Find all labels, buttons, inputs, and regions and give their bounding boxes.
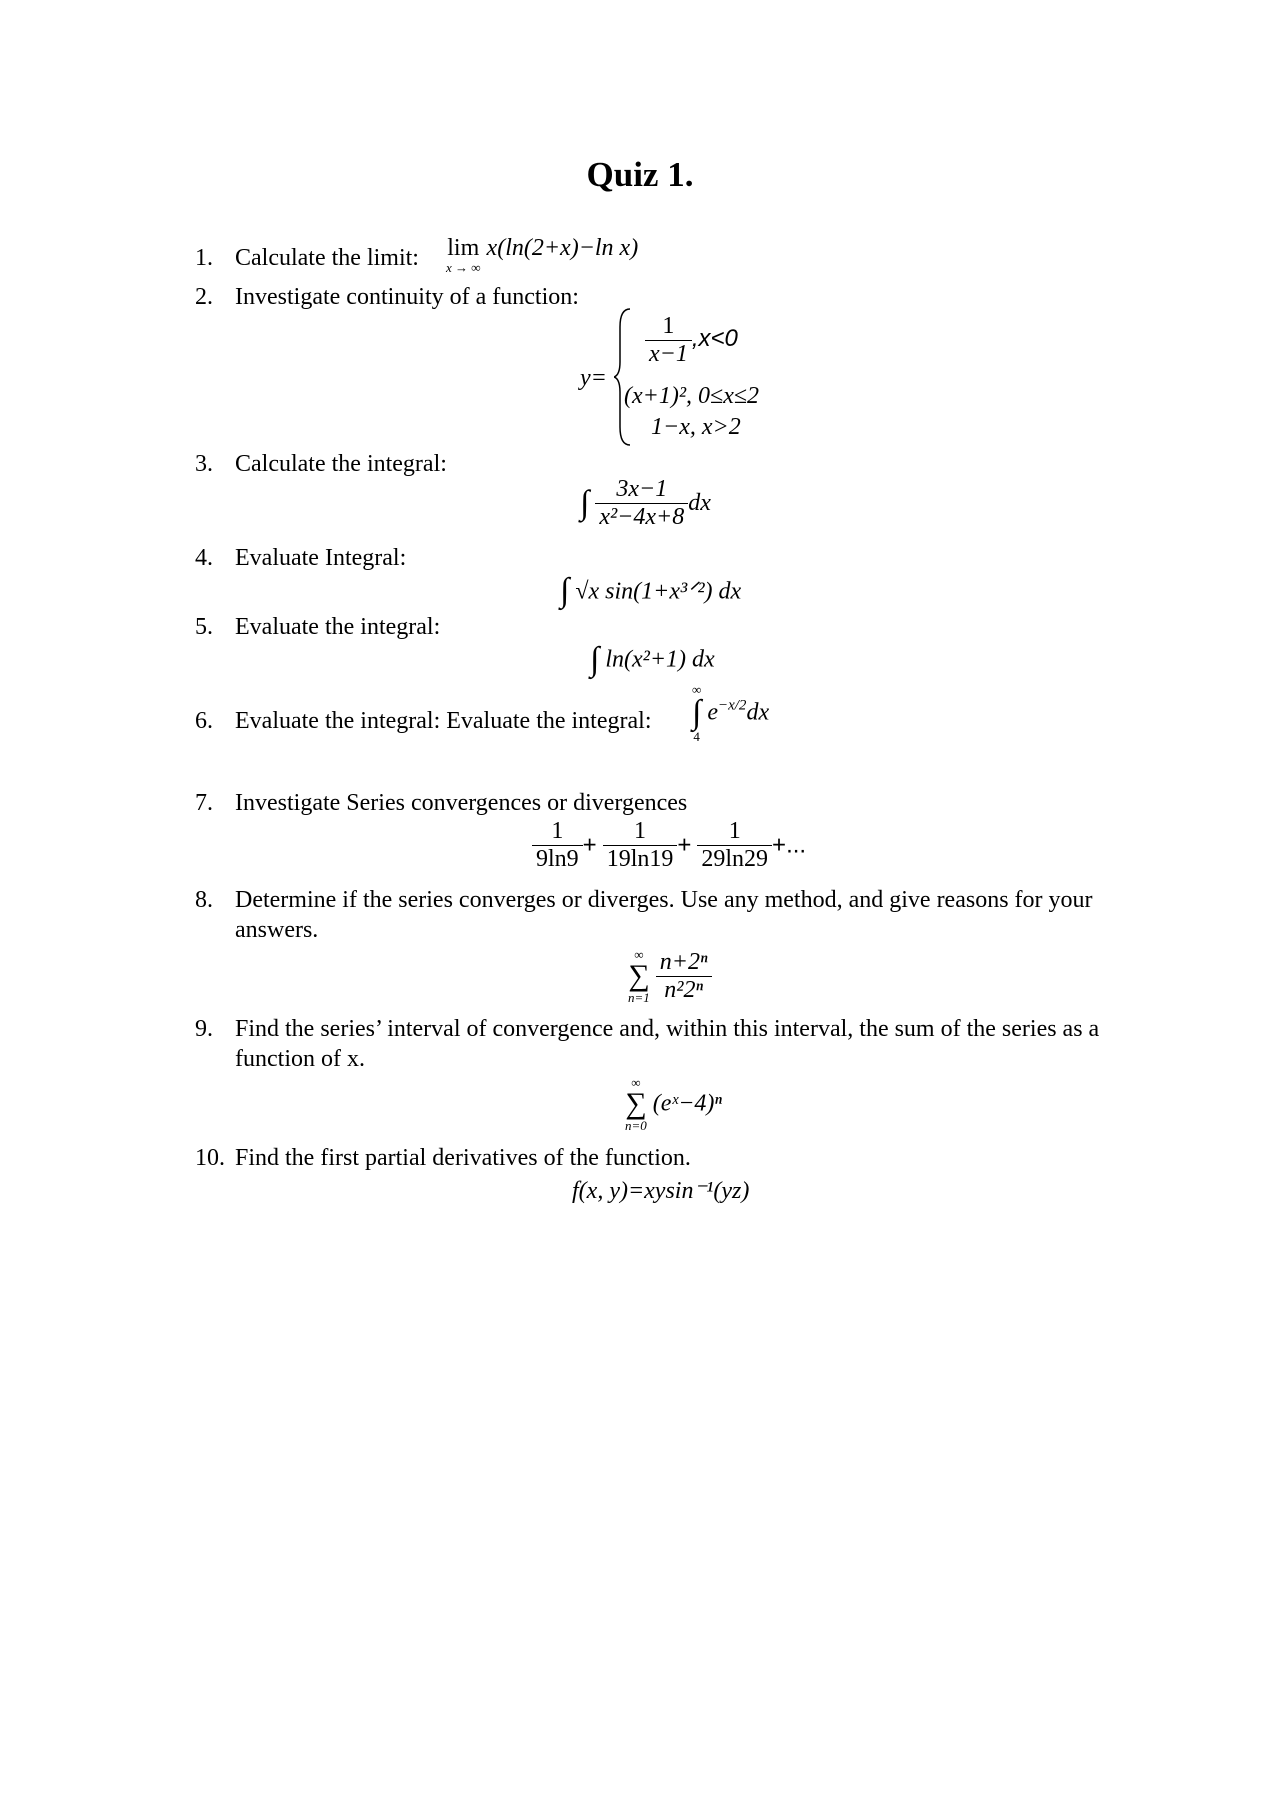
piecewise-y-label	[580, 365, 607, 392]
question-9	[195, 1014, 1155, 1074]
term1-numerator: 1	[532, 818, 583, 846]
question-number: 9.	[195, 1016, 213, 1042]
question-text: Investigate Series convergences or divergences	[235, 790, 688, 816]
question-6	[195, 706, 651, 736]
term-denominator: n²2ⁿ	[664, 976, 704, 1003]
question-number: 5.	[195, 614, 213, 640]
question-number: 1.	[195, 245, 213, 271]
formula-q10: f(x, y)=xysin⁻¹(yz)	[572, 1178, 750, 1204]
term3-numerator: 1	[697, 818, 772, 846]
question-text: Investigate continuity of a function:	[235, 284, 579, 310]
integrand-expression: ln(x²+1) dx	[605, 646, 715, 673]
question-5	[195, 612, 440, 642]
series-term: (eˣ−4)ⁿ	[652, 1090, 722, 1117]
term2-denominator: 19ln19	[606, 846, 674, 872]
term-numerator: n+2ⁿ	[656, 949, 712, 977]
case1-numerator: 1	[645, 313, 692, 341]
integrand-numerator: 3x−1	[595, 476, 688, 504]
integrand-denominator: x²−4x+8	[599, 504, 685, 530]
lower-limit: n=1	[628, 990, 650, 1005]
lim-subscript: x → ∞	[446, 260, 481, 275]
question-10	[195, 1143, 691, 1173]
piecewise-case-3: 1−x, x>2	[651, 414, 741, 440]
question-number: 7.	[195, 790, 213, 816]
question-text: Calculate the limit:	[235, 245, 419, 271]
sigma-icon: ∑	[628, 959, 650, 992]
question-8	[195, 885, 1155, 945]
term1-denominator: 9ln9	[536, 846, 579, 872]
formula-q8	[628, 948, 712, 1004]
question-7	[195, 788, 687, 818]
piecewise-brace	[614, 307, 634, 447]
exponential-base: e	[707, 699, 718, 726]
integral-sign: ∫	[692, 694, 702, 731]
lower-limit: n=0	[625, 1118, 647, 1133]
case1-denominator: x−1	[649, 341, 688, 367]
sigma-icon: ∑	[625, 1087, 647, 1120]
question-number: 4.	[195, 545, 213, 571]
series-tail: +...	[772, 831, 807, 859]
upper-limit: ∞	[634, 947, 644, 962]
term2-numerator: 1	[603, 818, 678, 846]
term3-denominator: 29ln29	[701, 846, 769, 872]
lower-limit: 4	[693, 729, 700, 744]
formula-q1	[446, 235, 638, 276]
question-text: Evaluate the integral:	[235, 614, 441, 640]
upper-limit: ∞	[631, 1075, 641, 1090]
formula-q9	[625, 1076, 722, 1132]
integral-sign: ∫	[560, 572, 570, 609]
integral-sign: ∫	[590, 641, 600, 678]
differential: dx	[688, 490, 711, 516]
differential: dx	[746, 699, 770, 726]
formula-q5	[590, 641, 715, 679]
question-2	[195, 282, 579, 312]
integrand-expression: √x sin(1+x³ᐟ²) dx	[575, 578, 742, 605]
piecewise-case-1	[645, 313, 738, 368]
lim-operator: lim	[447, 235, 480, 261]
formula-q4	[560, 572, 741, 610]
formula-q6	[692, 683, 769, 743]
question-number: 3.	[195, 451, 213, 477]
question-number: 8.	[195, 887, 213, 913]
question-4	[195, 543, 406, 573]
question-text: Determine if the series converges or diverges. Use any method, and give reasons for your answers.	[235, 887, 1093, 943]
question-text: Evaluate the integral: Evaluate the integral:	[235, 708, 652, 734]
y-equals: y=	[580, 365, 607, 391]
question-text: Evaluate Integral:	[235, 545, 407, 571]
question-text: Find the first partial derivatives of the function.	[235, 1145, 691, 1171]
question-3	[195, 449, 447, 479]
question-number: 10.	[195, 1145, 225, 1171]
question-text: Calculate the integral:	[235, 451, 447, 477]
piecewise-case-2: (x+1)², 0≤x≤2	[624, 383, 760, 409]
exponent: −x/2	[717, 697, 747, 714]
question-text: Find the series’ interval of convergence and, within this interval, the sum of the series as a function of x.	[235, 1016, 1100, 1072]
formula-q7: $\frac{1}{9\ln 9}$ + $\frac{1}{19\ln 19}$ + $\frac{1}{29\ln 29}$ +...	[532, 818, 806, 873]
question-number: 6.	[195, 708, 213, 734]
case1-condition: ,x<0	[691, 325, 738, 353]
question-1	[195, 243, 419, 273]
formula-q3	[580, 476, 711, 531]
integral-sign: ∫	[580, 484, 590, 522]
upper-limit: ∞	[692, 682, 702, 697]
question-number: 2.	[195, 284, 213, 310]
page-title: Quiz 1.	[586, 155, 694, 194]
limit-expression: x(ln(2+x)−ln x)	[486, 235, 639, 261]
